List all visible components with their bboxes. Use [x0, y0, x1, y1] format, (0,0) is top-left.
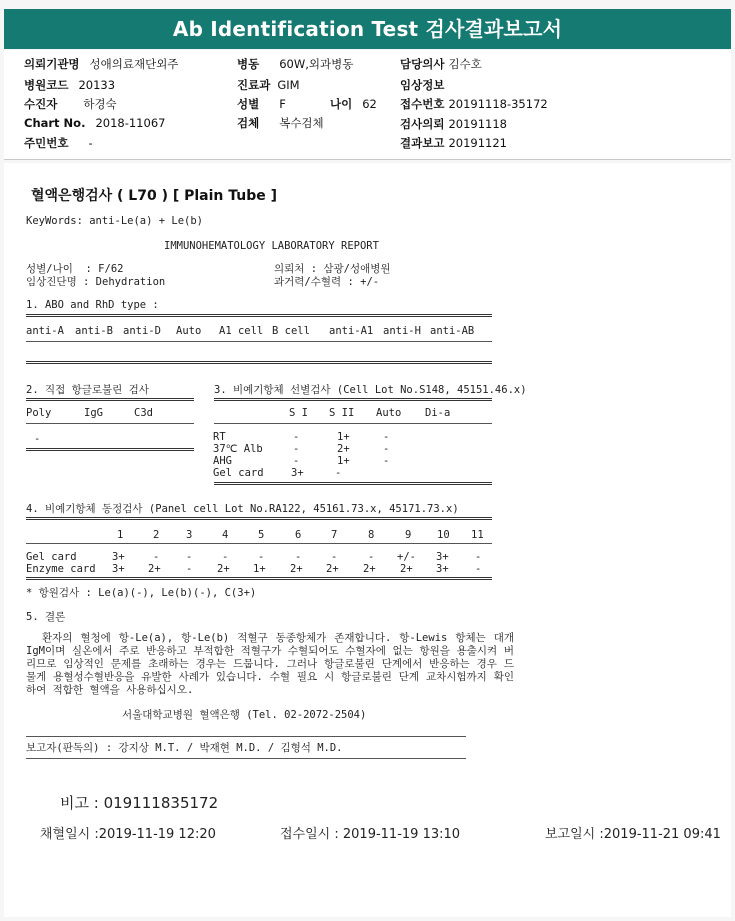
divider [214, 398, 492, 401]
abo-header-anti-h: anti-H [383, 325, 421, 337]
age-label: 나이 [330, 97, 353, 111]
divider [26, 423, 194, 424]
screen-header-s1: S I [289, 407, 308, 419]
collect-time-field [40, 823, 216, 842]
screen-cell: - [383, 431, 390, 443]
institution-label: 의뢰기관명 [24, 57, 80, 71]
section2-title: 2. 직접 항글로불린 검사 [26, 384, 149, 396]
ward-field [237, 56, 353, 72]
report-date-field [400, 135, 507, 151]
divider [26, 398, 194, 401]
ward-value: 60W,외과병동 [279, 57, 354, 71]
recipient-value: 하경숙 [83, 97, 117, 111]
panel-cell: - [186, 563, 193, 575]
screen-header-auto: Auto [376, 407, 402, 419]
hospital-code-value: 20133 [78, 78, 116, 92]
receipt-no-value: 20191118-35172 [448, 97, 548, 111]
report-time-label: 보고일시 : [545, 827, 604, 842]
request-date-label: 검사의뢰 [400, 117, 445, 131]
sex-field [237, 96, 286, 112]
divider [26, 341, 492, 342]
screen-row-label: RT [213, 431, 226, 443]
specimen-value: 복수검체 [279, 116, 324, 130]
note-field [60, 792, 218, 813]
panel-cell: 3+ [436, 563, 449, 575]
panel-header-cell: 10 [437, 529, 450, 541]
panel-cell: 2+ [290, 563, 303, 575]
screen-cell: 3+ [291, 467, 304, 479]
note-value: 019111835172 [103, 794, 219, 812]
lab-name: 서울대학교병원 혈액은행 (Tel. 02-2072-2504) [122, 709, 367, 721]
age-field [330, 96, 377, 112]
abo-header-anti-b: anti-B [75, 325, 113, 337]
department-value: GIM [277, 78, 300, 92]
section5-title: 5. 결론 [26, 611, 66, 623]
panel-cell: 2+ [400, 563, 413, 575]
receipt-no-label: 접수번호 [400, 97, 445, 111]
recipient-field [24, 96, 117, 112]
report-date-value: 20191121 [448, 136, 507, 150]
screen-header-dia: Di-a [425, 407, 451, 419]
ward-label: 병동 [237, 57, 260, 71]
divider [26, 314, 492, 317]
panel-cell: - [295, 551, 302, 563]
sex-label: 성별 [237, 97, 260, 111]
panel-cell: 3+ [436, 551, 449, 563]
report-title: 혈액은행검사 ( L70 ) [ Plain Tube ] [31, 188, 278, 204]
panel-cell: 3+ [112, 563, 125, 575]
section3-title: 3. 비예기항체 선별검사 (Cell Lot No.S148, 45151.46.x) [214, 384, 527, 396]
section4-title: 4. 비예기항체 동정검사 (Panel cell Lot No.RA122, 45161.73.x, 45171.73.x) [26, 503, 459, 515]
panel-header-cell: 11 [471, 529, 484, 541]
resident-no-value: - [88, 136, 93, 150]
section1-title: 1. ABO and RhD type : [26, 299, 159, 311]
resident-no-label: 주민번호 [24, 136, 69, 150]
divider [214, 423, 492, 424]
panel-header-cell: 3 [186, 529, 193, 541]
doctor-value: 김수호 [448, 57, 482, 71]
abo-header-anti-a: anti-A [26, 325, 64, 337]
note-label: 비고 : [60, 794, 99, 812]
panel-header-cell: 2 [153, 529, 160, 541]
panel-cell: 2+ [217, 563, 230, 575]
panel-row-label: Enzyme card [26, 563, 96, 575]
keywords: KeyWords: anti-Le(a) + Le(b) [26, 215, 204, 227]
screen-cell: - [383, 443, 390, 455]
panel-cell: - [258, 551, 265, 563]
panel-cell: 1+ [253, 563, 266, 575]
panel-cell: - [331, 551, 338, 563]
request-date-value: 20191118 [448, 117, 507, 131]
screen-row-label: Gel card [213, 467, 264, 479]
screen-row-label: AHG [213, 455, 232, 467]
history-info: 과거력/수혈력 : +/- [274, 276, 380, 288]
panel-cell: +/- [397, 551, 416, 563]
divider [214, 482, 492, 485]
department-field [237, 77, 300, 93]
receipt-time-value: 2019-11-19 13:10 [342, 827, 461, 842]
divider [26, 543, 492, 544]
abo-header-a1-cell: A1 cell [219, 325, 264, 337]
panel-cell: - [368, 551, 375, 563]
panel-cell: 2+ [363, 563, 376, 575]
report-body [4, 163, 731, 917]
abo-header-anti-a1: anti-A1 [329, 325, 374, 337]
hospital-code-field [24, 77, 115, 93]
chart-no-label: Chart No. [24, 116, 86, 130]
receipt-time-field [280, 823, 460, 842]
panel-cell: - [222, 551, 229, 563]
screen-cell: 2+ [337, 443, 350, 455]
panel-header-cell: 4 [222, 529, 229, 541]
report-time-value: 2019-11-21 09:41 [603, 827, 721, 842]
receipt-time-label: 접수일시 : [280, 827, 339, 842]
screen-cell: 1+ [337, 455, 350, 467]
panel-cell: 3+ [112, 551, 125, 563]
dat-value: - [34, 433, 41, 445]
screen-cell: - [335, 467, 342, 479]
receipt-no-field [400, 96, 548, 112]
reporters: 보고자(판독의) : 강지상 M.T. / 박재현 M.D. / 김형석 M.D. [26, 742, 343, 754]
institution-value: 성애의료재단외주 [89, 57, 179, 71]
panel-cell: - [186, 551, 193, 563]
panel-header-cell: 1 [117, 529, 124, 541]
department-label: 진료과 [237, 78, 271, 92]
doctor-field [400, 56, 482, 72]
abo-header-b-cell: B cell [272, 325, 310, 337]
abo-header-anti-d: anti-D [123, 325, 161, 337]
divider [26, 517, 492, 520]
panel-header-cell: 6 [295, 529, 302, 541]
panel-cell: - [475, 563, 482, 575]
recipient-label: 수진자 [24, 97, 58, 111]
sex-age-info: 성별/나이 : F/62 [26, 263, 124, 275]
referral-info: 의뢰처 : 삼광/성애병원 [274, 263, 391, 275]
screen-cell: - [293, 455, 300, 467]
panel-cell: 2+ [326, 563, 339, 575]
panel-cell: - [153, 551, 160, 563]
screen-header-s2: S II [329, 407, 355, 419]
patient-header [4, 50, 731, 160]
panel-cell: 2+ [148, 563, 161, 575]
panel-cell: - [475, 551, 482, 563]
divider [26, 361, 492, 364]
divider [26, 448, 194, 451]
screen-cell: - [293, 443, 300, 455]
dat-header-poly: Poly [26, 407, 52, 419]
panel-header-cell: 8 [368, 529, 375, 541]
hospital-code-label: 병원코드 [24, 78, 69, 92]
doctor-label: 담당의사 [400, 57, 445, 71]
diagnosis-info: 임상진단명 : Dehydration [26, 276, 166, 288]
chart-no-field [24, 116, 165, 130]
antigen-note: * 항원검사 : Le(a)(-), Le(b)(-), C(3+) [26, 587, 257, 599]
panel-header-cell: 9 [405, 529, 412, 541]
panel-header-cell: 5 [258, 529, 265, 541]
collect-time-value: 2019-11-19 12:20 [98, 827, 216, 842]
report-date-label: 결과보고 [400, 136, 445, 150]
screen-cell: - [293, 431, 300, 443]
sex-value: F [279, 97, 286, 111]
abo-header-anti-ab: anti-AB [430, 325, 475, 337]
institution-field [24, 56, 178, 72]
divider [26, 758, 466, 759]
screen-cell: 1+ [337, 431, 350, 443]
lab-report-title: IMMUNOHEMATOLOGY LABORATORY REPORT [164, 240, 379, 252]
dat-header-c3d: C3d [134, 407, 153, 419]
abo-header-auto: Auto [176, 325, 202, 337]
request-date-field [400, 116, 507, 132]
panel-row-label: Gel card [26, 551, 77, 563]
screen-cell: - [383, 455, 390, 467]
collect-time-label: 채혈일시 : [40, 827, 99, 842]
specimen-label: 검체 [237, 116, 260, 130]
screen-row-label: 37℃ Alb [213, 443, 263, 455]
conclusion-text: 환자의 혈청에 항-Le(a), 항-Le(b) 적혈구 동종항체가 존재합니다. 항-Lewis 항체는 대개 IgM이며 실온에서 주로 반응하고 부적합한 적혈구가 수혈되어도 수혈자에 없는 항원을 용출시켜 버리므로 임상적인 문제를 초래하는 경우는 드뭅니다. 그러나 항글로불린 단계에서 반응하는 경우 드물게 용혈성수혈반응을 유발한 사례가 있습니다. 수혈 필요 시 항글로불린 단계 교차시험까지 확인하여 적합한 혈액을 사용하십시오. [26, 632, 514, 696]
specimen-field [237, 115, 324, 131]
resident-no-field [24, 135, 93, 151]
report-title-bar: Ab Identification Test 검사결과보고서 [4, 9, 731, 49]
age-value: 62 [362, 97, 377, 111]
clinical-info-field [400, 77, 454, 93]
panel-header-cell: 7 [331, 529, 338, 541]
clinical-info-label: 임상정보 [400, 78, 445, 92]
divider [26, 577, 492, 580]
chart-no-value: 2018-11067 [95, 116, 166, 130]
dat-header-igg: IgG [84, 407, 103, 419]
divider [26, 736, 466, 737]
report-time-field [545, 823, 721, 842]
